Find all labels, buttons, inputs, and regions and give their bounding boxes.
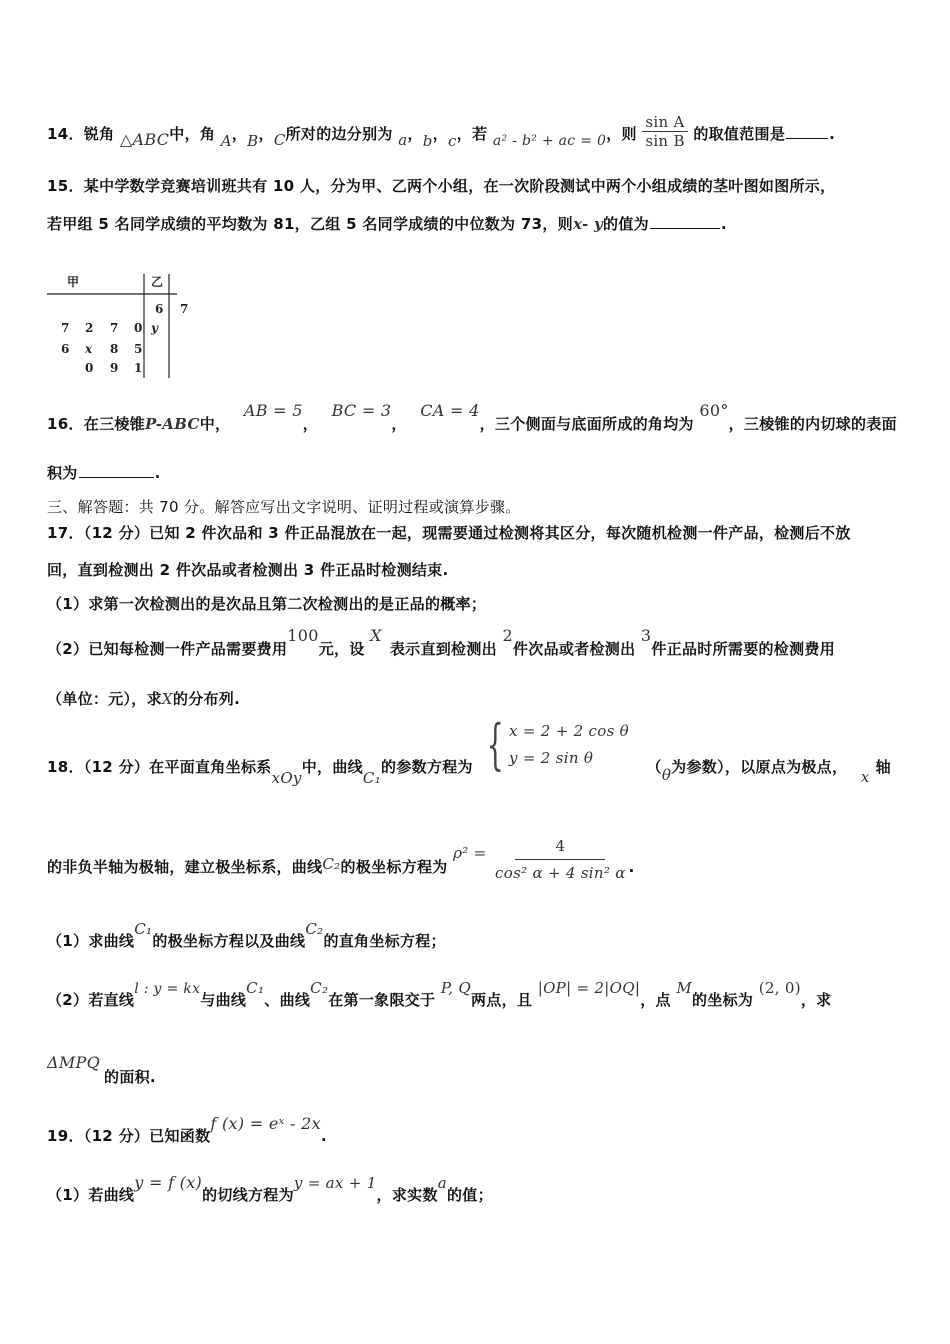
stem: 8 [110, 342, 119, 356]
section-3-heading: 三、解答题：共 70 分。解答应写出文字说明、证明过程或演算步骤。 [47, 498, 521, 516]
right-leaf: 0 [134, 321, 143, 335]
right-leaf: 5 [134, 342, 143, 356]
group-jia-header: 甲 [67, 275, 80, 289]
group-yi-header: 乙 [151, 275, 164, 289]
answer-blank[interactable] [650, 227, 720, 229]
question-14: 14．锐角 △ABC中，角 A，B，C所对的边分别为 a，b，c，若 a² - b² + ac = 0，则 $\frac{\text{sin A}}{\text{sin B}}$ 的取值范围是 . [47, 113, 836, 150]
question-18-part2: （2）若直线l : y = kx与曲线C₁、曲线C₂在第一象限交于 P, Q两点，且 |OP| = 2|OQ|，点 M的坐标为 (2, 0)，求 [47, 979, 832, 1009]
stem: 6 [155, 302, 164, 316]
stem: 7 [110, 321, 119, 335]
left-brace: { [487, 713, 505, 776]
question-16-line2: 积为 . [47, 464, 161, 482]
polar-fraction: $\frac{4}{\text{cos² α + 4 sin² α}}$ [492, 833, 629, 886]
question-17-line1: 17．（12 分）已知 2 件次品和 3 件正品混放在一起，现需要通过检测将其区分，每次随机检测一件产品，检测后不放 [47, 524, 851, 542]
question-18-part2-cont: ΔMPQ的面积. [47, 1053, 156, 1086]
left-leaf: x [85, 342, 93, 356]
sinA-over-sinB: $\frac{\text{sin A}}{\text{sin B}}$ [642, 113, 687, 150]
question-18-line1: 18．（12 分）在平面直角坐标系xOy中，曲线C₁的参数方程为 { x = 2 + 2 cos θ y = 2 sin θ （θ为参数），以原点为极点， x轴 [47, 713, 891, 787]
parametric-system: { x = 2 + 2 cos θ y = 2 sin θ [487, 713, 629, 776]
left-leaf: 2 [85, 321, 94, 335]
left-leaf: 0 [85, 361, 94, 375]
question-19-part1: （1）若曲线y = f (x)的切线方程为y = ax + 1，求实数a的值； [47, 1173, 493, 1204]
question-15-line2: 若甲组 5 名同学成绩的平均数为 81，乙组 5 名同学成绩的中位数为 73，则x- y的值为 . [47, 215, 727, 233]
question-17-part2: （2）已知每检测一件产品需要费用100元，设 X表示直到检测出 2件次品或者检测出 3件正品时所需要的检测费用 [47, 626, 835, 658]
question-16-line1: 16．在三棱锥P-ABC中， AB = 5， BC = 3， CA = 4，三个侧面与底面所成的角均为 60°，三棱锥的内切球的表面 [47, 401, 897, 433]
question-18-part1: （1）求曲线C₁的极坐标方程以及曲线C₂的直角坐标方程； [47, 920, 446, 950]
right-leaf: 7 [180, 302, 189, 316]
stem: 9 [110, 361, 119, 375]
question-19: 19．（12 分）已知函数f (x) = eˣ - 2x. [47, 1114, 327, 1145]
right-leaf: y [151, 321, 158, 335]
question-18-line2: 的非负半轴为极轴，建立极坐标系，曲线C₂的极坐标方程为 ρ² = $\frac{4}{\text{cos² α + 4 sin² α}}$ . [47, 833, 635, 886]
right-leaf: 1 [134, 361, 143, 375]
left-leaf: 6 [61, 342, 70, 356]
question-15-line1: 15．某中学数学竞赛培训班共有 10 人，分为甲、乙两个小组，在一次阶段测试中两个小组成绩的茎叶图如图所示， [47, 177, 836, 195]
answer-blank[interactable] [786, 137, 828, 139]
question-17-part1: （1）求第一次检测出的是次品且第二次检测出的是正品的概率； [47, 595, 487, 613]
left-leaf: 7 [61, 321, 70, 335]
stem-leaf-plot [47, 270, 189, 380]
answer-blank[interactable] [79, 476, 154, 478]
question-17-line2: 回，直到检测出 2 件次品或者检测出 3 件正品时检测结束. [47, 561, 449, 579]
question-17-part2-cont: （单位：元），求X的分布列. [47, 690, 241, 708]
